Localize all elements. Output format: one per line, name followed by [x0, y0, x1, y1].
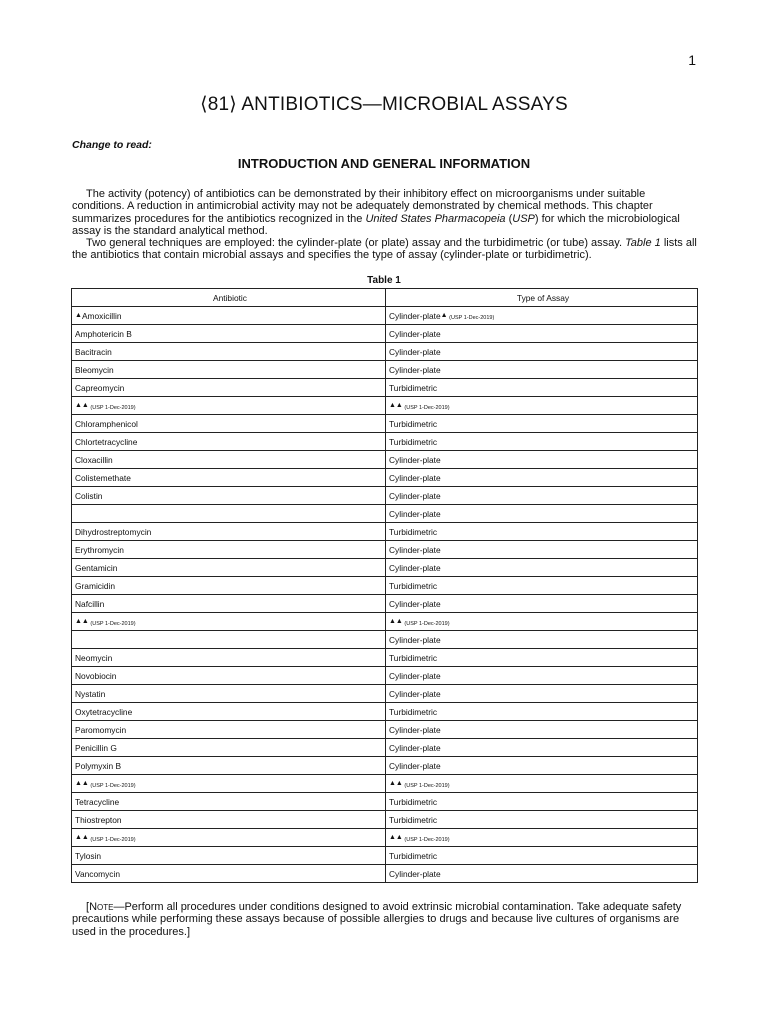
assay-type-cell — [386, 307, 698, 325]
techniques-text-1: Two general techniques are employed: the cylinder-plate (or plate) assay and the turbidimetric (or tube) assay. — [86, 237, 626, 249]
assay-type-cell — [386, 595, 698, 613]
assay-type-cell — [386, 505, 698, 523]
assay-type-cell — [386, 487, 698, 505]
table-ref-link[interactable]: Table 1 — [625, 237, 661, 249]
antibiotic-cell — [72, 577, 386, 595]
intro-text-2: ( — [505, 212, 513, 225]
table-row — [72, 847, 698, 865]
assay-type-text: Cylinder-plate — [389, 346, 441, 357]
antibiotic-cell — [72, 757, 386, 775]
assay-type-cell — [386, 739, 698, 757]
assay-type-text: Cylinder-plate — [389, 544, 441, 555]
revision-reference: (USP 1-Dec-2019) — [447, 314, 495, 321]
table-row — [72, 721, 698, 739]
assay-type-text: Turbidimetric — [389, 436, 438, 447]
revision-marker-icon: ▲▲ — [75, 401, 89, 409]
table-row — [72, 757, 698, 775]
assay-type-text: Cylinder-plate — [389, 742, 441, 753]
antibiotic-text: Gentamicin — [75, 562, 118, 573]
revision-marker-icon: ▲▲ — [75, 833, 89, 841]
assay-type-text: Cylinder-plate — [389, 328, 441, 339]
table-row — [72, 559, 698, 577]
assay-type-cell — [386, 775, 698, 793]
antibiotic-text: Chloramphenicol — [75, 418, 138, 429]
assay-type-cell — [386, 469, 698, 487]
table-row — [72, 811, 698, 829]
assay-type-cell — [386, 757, 698, 775]
table-row — [72, 307, 698, 325]
antibiotic-cell — [72, 379, 386, 397]
revision-marker-icon: ▲▲ — [389, 617, 403, 625]
assay-type-text: Cylinder-plate — [389, 724, 441, 735]
assay-type-cell — [386, 703, 698, 721]
assay-type-cell — [386, 577, 698, 595]
antibiotic-cell — [72, 847, 386, 865]
table-row — [72, 793, 698, 811]
table-row — [72, 829, 698, 847]
assay-type-text: Cylinder-plate — [389, 634, 441, 645]
assay-type-cell — [386, 451, 698, 469]
antibiotic-cell — [72, 559, 386, 577]
assay-type-cell — [386, 541, 698, 559]
antibiotic-text: Nafcillin — [75, 598, 105, 609]
antibiotic-cell — [72, 775, 386, 793]
assay-type-text: Cylinder-plate — [389, 688, 441, 699]
revision-reference: (USP 1-Dec-2019) — [88, 782, 136, 789]
assay-type-text: Cylinder-plate — [389, 508, 441, 519]
antibiotic-cell — [72, 541, 386, 559]
antibiotic-cell — [72, 523, 386, 541]
antibiotic-cell — [72, 433, 386, 451]
antibiotic-cell — [72, 307, 386, 325]
assay-type-cell — [386, 559, 698, 577]
assay-type-cell — [386, 631, 698, 649]
antibiotic-text: Novobiocin — [75, 670, 117, 681]
assay-type-cell — [386, 667, 698, 685]
antibiotic-cell — [72, 397, 386, 415]
antibiotic-text: Oxytetracycline — [75, 706, 133, 717]
antibiotic-text: Colistin — [75, 490, 103, 501]
antibiotic-text: Amphotericin B — [75, 328, 132, 339]
intro-text-3: ) for which the microbiological assay is the standard analytical method. — [72, 212, 680, 237]
table-row — [72, 685, 698, 703]
assay-type-text: Cylinder-plate — [389, 868, 441, 879]
antibiotic-text: Cloxacillin — [75, 454, 113, 465]
chapter-title: ⟨81⟩ ANTIBIOTICS—MICROBIAL ASSAYS — [200, 94, 568, 115]
assay-type-text: Turbidimetric — [389, 382, 438, 393]
antibiotic-cell — [72, 631, 386, 649]
techniques-text-2: lists all the antibiotics that contain microbial assays and specifies the type of assay (cylinder-plate or turbidimetric). — [72, 237, 697, 262]
table-row — [72, 577, 698, 595]
revision-marker-icon: ▲ — [75, 311, 82, 319]
assay-type-cell — [386, 811, 698, 829]
antibiotic-cell — [72, 721, 386, 739]
antibiotic-cell — [72, 613, 386, 631]
antibiotic-cell — [72, 595, 386, 613]
assay-type-text: Cylinder-plate — [389, 472, 441, 483]
table-body — [72, 307, 698, 883]
revision-marker-icon: ▲▲ — [75, 617, 89, 625]
note-paragraph — [72, 901, 699, 938]
table-row — [72, 595, 698, 613]
antibiotic-text: Penicillin G — [75, 742, 117, 753]
revision-reference: (USP 1-Dec-2019) — [402, 404, 450, 411]
assay-type-text: Turbidimetric — [389, 418, 438, 429]
antibiotic-cell — [72, 649, 386, 667]
table-row — [72, 487, 698, 505]
revision-marker-icon: ▲▲ — [389, 833, 403, 841]
table-header-row — [72, 289, 698, 307]
assay-type-text: Cylinder-plate — [389, 490, 441, 501]
antibiotic-text: Dihydrostreptomycin — [75, 526, 152, 537]
antibiotic-text: Vancomycin — [75, 868, 120, 879]
header-antibiotic: Antibiotic — [72, 289, 386, 307]
table-row — [72, 613, 698, 631]
antibiotic-cell — [72, 451, 386, 469]
table-row — [72, 667, 698, 685]
page-number: 1 — [688, 52, 696, 68]
antibiotic-cell — [72, 685, 386, 703]
table-row — [72, 325, 698, 343]
antibiotic-cell — [72, 667, 386, 685]
antibiotic-text: Neomycin — [75, 652, 113, 663]
antibiotic-cell — [72, 325, 386, 343]
antibiotic-cell — [72, 793, 386, 811]
table-row — [72, 523, 698, 541]
usp-abbrev-italic: USP — [512, 212, 535, 225]
antibiotic-cell — [72, 361, 386, 379]
assay-type-cell — [386, 343, 698, 361]
antibiotic-text: Erythromycin — [75, 544, 124, 555]
assay-type-text: Turbidimetric — [389, 850, 438, 861]
antibiotic-cell — [72, 343, 386, 361]
assay-type-text: Turbidimetric — [389, 580, 438, 591]
assay-type-cell — [386, 415, 698, 433]
assay-type-cell — [386, 433, 698, 451]
assay-type-text: Cylinder-plate — [389, 364, 441, 375]
assay-type-text: Turbidimetric — [389, 796, 438, 807]
revision-reference: (USP 1-Dec-2019) — [88, 836, 136, 843]
assay-type-cell — [386, 379, 698, 397]
table-row — [72, 451, 698, 469]
antibiotic-text: Polymyxin B — [75, 760, 122, 771]
antibiotics-table — [71, 288, 698, 883]
intro-paragraph — [72, 188, 698, 237]
table-row — [72, 505, 698, 523]
revision-marker-icon: ▲▲ — [75, 779, 89, 787]
antibiotic-text: Amoxicillin — [81, 310, 122, 321]
assay-type-cell — [386, 361, 698, 379]
assay-type-cell — [386, 685, 698, 703]
antibiotic-text: Tylosin — [75, 850, 102, 861]
antibiotic-cell — [72, 829, 386, 847]
change-note: Change to read: — [72, 139, 152, 151]
assay-type-cell — [386, 649, 698, 667]
assay-type-cell — [386, 325, 698, 343]
revision-reference: (USP 1-Dec-2019) — [402, 782, 450, 789]
table-row — [72, 469, 698, 487]
assay-type-text: Cylinder-plate — [389, 598, 441, 609]
assay-type-cell — [386, 793, 698, 811]
antibiotic-text: Colistemethate — [75, 472, 131, 483]
section-title: INTRODUCTION AND GENERAL INFORMATION — [237, 156, 531, 171]
assay-type-text: Cylinder-plate — [389, 760, 441, 771]
antibiotic-text: Gramicidin — [75, 580, 116, 591]
antibiotic-cell — [72, 739, 386, 757]
note-label: Note — [89, 901, 114, 913]
assay-type-cell — [386, 523, 698, 541]
assay-type-cell — [386, 397, 698, 415]
antibiotic-text: Paromomycin — [75, 724, 127, 735]
table-row — [72, 739, 698, 757]
assay-type-text: Turbidimetric — [389, 652, 438, 663]
antibiotic-cell — [72, 811, 386, 829]
table-row — [72, 865, 698, 883]
antibiotic-cell — [72, 469, 386, 487]
table-row — [72, 379, 698, 397]
antibiotic-cell — [72, 487, 386, 505]
revision-marker-icon: ▲ — [440, 311, 448, 319]
table-row — [72, 541, 698, 559]
revision-reference: (USP 1-Dec-2019) — [88, 404, 136, 411]
table-caption: Table 1 — [367, 275, 401, 286]
antibiotic-text: Nystatin — [75, 688, 106, 699]
antibiotic-cell — [72, 505, 386, 523]
table-row — [72, 343, 698, 361]
assay-type-text: Cylinder-plate — [389, 454, 441, 465]
antibiotic-cell — [72, 865, 386, 883]
antibiotic-text: Chlortetracycline — [75, 436, 138, 447]
note-open-bracket: [ — [86, 901, 90, 913]
antibiotic-text: Tetracycline — [75, 796, 120, 807]
assay-type-text: Turbidimetric — [389, 814, 438, 825]
table-row — [72, 703, 698, 721]
assay-type-cell — [386, 721, 698, 739]
revision-reference: (USP 1-Dec-2019) — [402, 620, 450, 627]
revision-reference: (USP 1-Dec-2019) — [402, 836, 450, 843]
techniques-paragraph — [72, 237, 698, 262]
table-row — [72, 415, 698, 433]
revision-marker-icon: ▲▲ — [389, 779, 403, 787]
antibiotic-text: Capreomycin — [75, 382, 125, 393]
antibiotic-text: Bacitracin — [75, 346, 112, 357]
assay-type-text: Cylinder-plate — [389, 562, 441, 573]
note-text: —Perform all procedures under conditions designed to avoid extrinsic microbial contamination. Take adequate safety precautions while performing these assays because of possible allergies to drugs and because live cultures of organisms are used in the procedures.] — [72, 901, 682, 938]
table-row — [72, 361, 698, 379]
antibiotic-text: Thiostrepton — [75, 814, 122, 825]
intro-text-1: The activity (potency) of antibiotics can be demonstrated by their inhibitory effect on microorganisms under suitable conditions. A reduction in antimicrobial activity may not be adequately demonstrated by chemical methods. This chapter summarizes procedures for the antibiotics recognized in the — [72, 188, 653, 225]
table-row — [72, 775, 698, 793]
table-row — [72, 631, 698, 649]
revision-marker-icon: ▲▲ — [389, 401, 403, 409]
assay-type-text: Turbidimetric — [389, 526, 438, 537]
assay-type-cell — [386, 829, 698, 847]
antibiotic-text: Bleomycin — [75, 364, 114, 375]
header-type-of-assay: Type of Assay — [386, 289, 698, 307]
assay-type-cell — [386, 613, 698, 631]
antibiotic-cell — [72, 415, 386, 433]
table-row — [72, 649, 698, 667]
table-row — [72, 397, 698, 415]
assay-type-text: Turbidimetric — [389, 706, 438, 717]
assay-type-cell — [386, 847, 698, 865]
assay-type-cell — [386, 865, 698, 883]
assay-type-text: Cylinder-plate — [389, 670, 441, 681]
table-row — [72, 433, 698, 451]
assay-type-text: Cylinder-plate — [389, 310, 441, 321]
antibiotic-cell — [72, 703, 386, 721]
usp-title-italic: United States Pharmacopeia — [365, 212, 506, 225]
revision-reference: (USP 1-Dec-2019) — [88, 620, 136, 627]
